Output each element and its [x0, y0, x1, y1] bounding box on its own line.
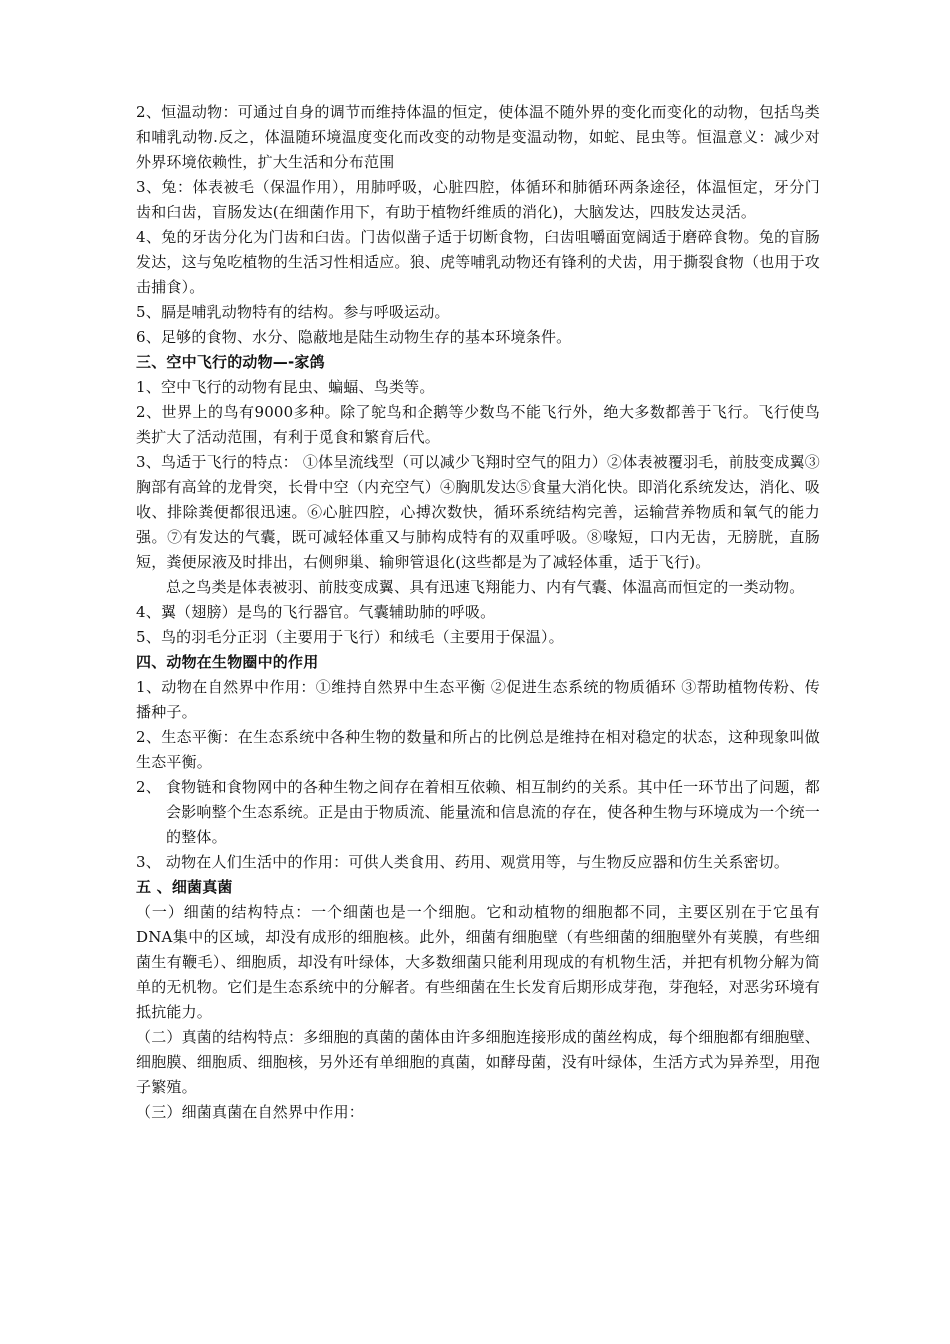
paragraph-bird-summary: 总之鸟类是体表被羽、前肢变成翼、具有迅速飞翔能力、内有气囊、体温高而恒定的一类动物。	[166, 578, 805, 596]
paragraph-feathers: 5、鸟的羽毛分正羽（主要用于飞行）和绒毛（主要用于保温）。	[136, 628, 564, 646]
paragraph-animal-role-nature: 1、动物在自然界中作用：①维持自然界中生态平衡 ②促进生态系统的物质循环 ③帮助植物传粉、传播种子。	[136, 678, 820, 721]
paragraph-warm-blooded: 2、恒温动物：可通过自身的调节而维持体温的恒定，使体温不随外界的变化而变化的动物，包括鸟类和哺乳动物.反之，体温随环境温度变化而改变的动物是变温动物，如蛇、昆虫等。恒温意义：减少对外界环境依赖性，扩大生活和分布范围	[136, 103, 820, 171]
paragraph-human-use: 3、 动物在人们生活中的作用：可供人类食用、药用、观赏用等，与生物反应器和仿生关系密切。	[136, 853, 790, 871]
paragraph-role-in-nature: （三）细菌真菌在自然界中作用：	[136, 1103, 365, 1121]
section-heading-bacteria-fungi: 五 、细菌真菌	[136, 878, 233, 896]
section-heading-flying-animals: 三、空中飞行的动物—-家鸽	[136, 353, 325, 371]
paragraph-flying-animals: 1、空中飞行的动物有昆虫、蝙蝠、鸟类等。	[136, 378, 435, 396]
paragraph-wings: 4、翼（翅膀）是鸟的飞行器官。气囊辅助肺的呼吸。	[136, 603, 496, 621]
paragraph-rabbit-teeth: 4、兔的牙齿分化为门齿和臼齿。门齿似凿子适于切断食物，臼齿咀嚼面宽阔适于磨碎食物。兔的盲肠发达，这与兔吃植物的生活习性相适应。狼、虎等哺乳动物还有锋利的犬齿，用于撕裂食物（也用于攻击捕食）。	[136, 228, 821, 296]
section-heading-animal-role: 四、动物在生物圈中的作用	[136, 653, 319, 671]
document-page	[136, 100, 820, 1125]
paragraph-bird-species: 2、世界上的鸟有9000多种。除了鸵鸟和企鹅等少数鸟不能飞行外，绝大多数都善于飞行。飞行使鸟类扩大了活动范围，有利于觅食和繁育后代。	[136, 403, 820, 446]
paragraph-flight-features: 3、鸟适于飞行的特点： ①体呈流线型（可以减少飞翔时空气的阻力）②体表被覆羽毛，前肢变成翼③胸部有高耸的龙骨突，长骨中空（内充空气）④胸肌发达⑤食量大消化快。即消化系统发达，消化、吸收、排除粪便都很迅速。⑥心脏四腔，心搏次数快，循环系统结构完善，运输营养物质和氧气的能力强。⑦有发达的气囊，既可减轻体重又与肺构成特有的双重呼吸。⑧喙短，口内无齿，无膀胱，直肠短，粪便尿液及时排出，右侧卵巢、输卵管退化(这些都是为了减轻体重，适于飞行)。	[136, 453, 821, 571]
paragraph-rabbit: 3、兔：体表被毛（保温作用），用肺呼吸，心脏四腔，体循环和肺循环两条途径，体温恒定，牙分门齿和臼齿，盲肠发达(在细菌作用下，有助于植物纤维质的消化)，大脑发达，四肢发达灵活。	[136, 178, 820, 221]
paragraph-bacteria-structure: （一）细菌的结构特点：一个细菌也是一个细胞。它和动植物的细胞都不同，主要区别在于它虽有DNA集中的区域，却没有成形的细胞核。此外，细菌有细胞壁（有些细菌的细胞壁外有荚膜，有些细菌生有鞭毛）、细胞质，却没有叶绿体，大多数细菌只能利用现成的有机物生活，并把有机物分解为简单的无机物。它们是生态系统中的分解者。有些细菌在生长发育后期形成芽孢，芽孢轻，对恶劣环境有抵抗能力。	[136, 903, 821, 1021]
paragraph-survival-conditions: 6、足够的食物、水分、隐蔽地是陆生动物生存的基本环境条件。	[136, 328, 572, 346]
paragraph-food-web: 2、 食物链和食物网中的各种生物之间存在着相互依赖、相互制约的关系。其中任一环节出了问题，都会影响整个生态系统。正是由于物质流、能量流和信息流的存在，使各种生物与环境成为一个统一的整体。	[136, 778, 820, 846]
paragraph-fungi-structure: （二）真菌的结构特点：多细胞的真菌的菌体由许多细胞连接形成的菌丝构成，每个细胞都有细胞壁、细胞膜、细胞质、细胞核，另外还有单细胞的真菌，如酵母菌，没有叶绿体，生活方式为异养型，用孢子繁殖。	[136, 1028, 821, 1096]
paragraph-ecological-balance: 2、生态平衡：在生态系统中各种生物的数量和所占的比例总是维持在相对稳定的状态，这种现象叫做生态平衡。	[136, 728, 820, 771]
paragraph-diaphragm: 5、膈是哺乳动物特有的结构。参与呼吸运动。	[136, 303, 450, 321]
